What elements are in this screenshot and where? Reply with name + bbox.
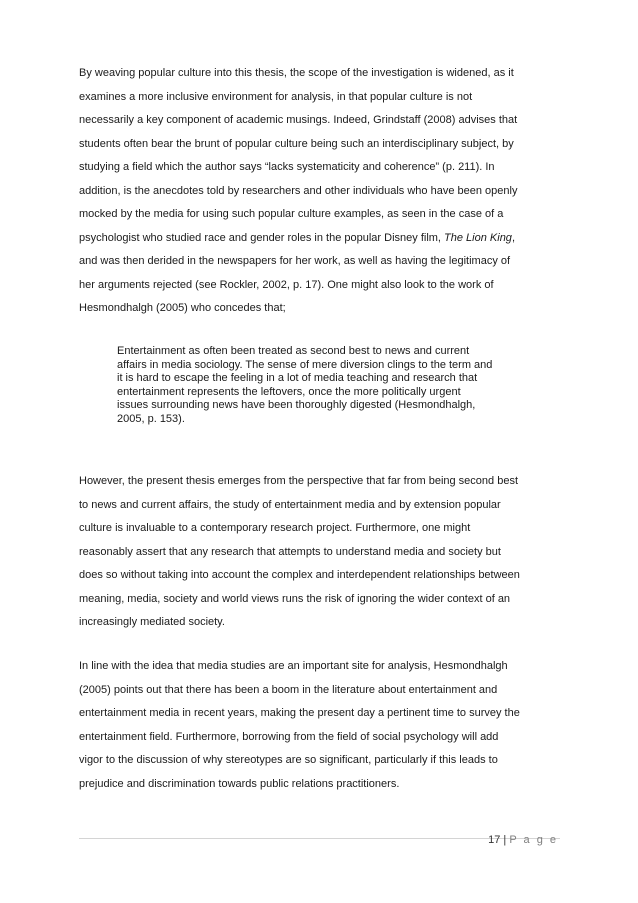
text-line: her arguments rejected (see Rockler, 2002, p. 17). One might also look to the work of: [79, 278, 494, 291]
page-label: P a g e: [509, 834, 558, 846]
quote-line: issues surrounding news have been thoroughly digested (Hesmondhalgh,: [117, 399, 476, 412]
page-number: 17: [488, 834, 501, 846]
text-line: addition, is the anecdotes told by researchers and other individuals who have been openly: [79, 184, 518, 197]
text-line-with-title: [79, 227, 565, 251]
page-footer: [488, 834, 558, 846]
footer-separator: |: [503, 834, 507, 846]
text-line: Hesmondhalgh (2005) who concedes that;: [79, 302, 286, 314]
block-quote: [117, 345, 537, 427]
text-line: mocked by the media for using such popular culture examples, as seen in the case of a: [79, 208, 504, 220]
text-line: meaning, media, society and world views runs the risk of ignoring the wider context of an: [79, 592, 511, 605]
text-line: However, the present thesis emerges from the perspective that far from being second best: [79, 475, 519, 487]
text-line: necessarily a key component of academic musings. Indeed, Grindstaff (2008) advises that: [79, 114, 518, 126]
text-line: prejudice and discrimination towards public relations practitioners.: [79, 777, 400, 790]
text-line: does so without taking into account the complex and interdependent relationships between: [79, 569, 520, 581]
text-line: examines a more inclusive environment for analysis, in that popular culture is not: [79, 90, 473, 103]
text-segment: psychologist who studied race and gender roles in the popular Disney film,: [79, 231, 445, 244]
text-line: students often bear the brunt of popular culture being such an interdisciplinary subject, by: [79, 137, 514, 150]
text-line: and was then derided in the newspapers for her work, as well as having the legitimacy of: [79, 255, 511, 267]
text-line: entertainment media in recent years, making the present day a pertinent time to survey the: [79, 707, 520, 719]
text-segment: ,: [511, 231, 515, 244]
text-line: reasonably assert that any research that attempts to understand media and society but: [79, 545, 501, 558]
quote-line: entertainment represents the leftovers, once the more politically urgent: [117, 385, 461, 398]
text-line: entertainment field. Furthermore, borrowing from the field of social psychology will add: [79, 730, 499, 743]
film-title: The Lion King: [444, 231, 512, 244]
quote-line: affairs in media sociology. The sense of mere diversion clings to the term and: [117, 358, 493, 371]
text-line: vigor to the discussion of why stereotypes are so significant, particularly if this leads to: [79, 754, 498, 766]
quote-line: it is hard to escape the feeling in a lot of media teaching and research that: [117, 372, 478, 385]
paragraph-1: [79, 62, 565, 321]
text-line: In line with the idea that media studies are an important site for analysis, Hesmondhalgh: [79, 660, 508, 672]
text-line: (2005) points out that there has been a boom in the literature about entertainment and: [79, 683, 498, 696]
text-line: culture is invaluable to a contemporary research project. Furthermore, one might: [79, 522, 471, 534]
quote-line: 2005, p. 153).: [117, 412, 185, 425]
quote-line: Entertainment as often been treated as second best to news and current: [117, 345, 470, 357]
paragraph-3: [79, 655, 565, 796]
text-line: to news and current affairs, the study of entertainment media and by extension popular: [79, 498, 501, 511]
text-line: increasingly mediated society.: [79, 616, 225, 628]
paragraph-2: [79, 470, 565, 635]
text-line: studying a field which the author says “lacks systematicity and coherence” (p. 211). In: [79, 161, 495, 173]
text-line: By weaving popular culture into this thesis, the scope of the investigation is widened, as it: [79, 67, 514, 79]
